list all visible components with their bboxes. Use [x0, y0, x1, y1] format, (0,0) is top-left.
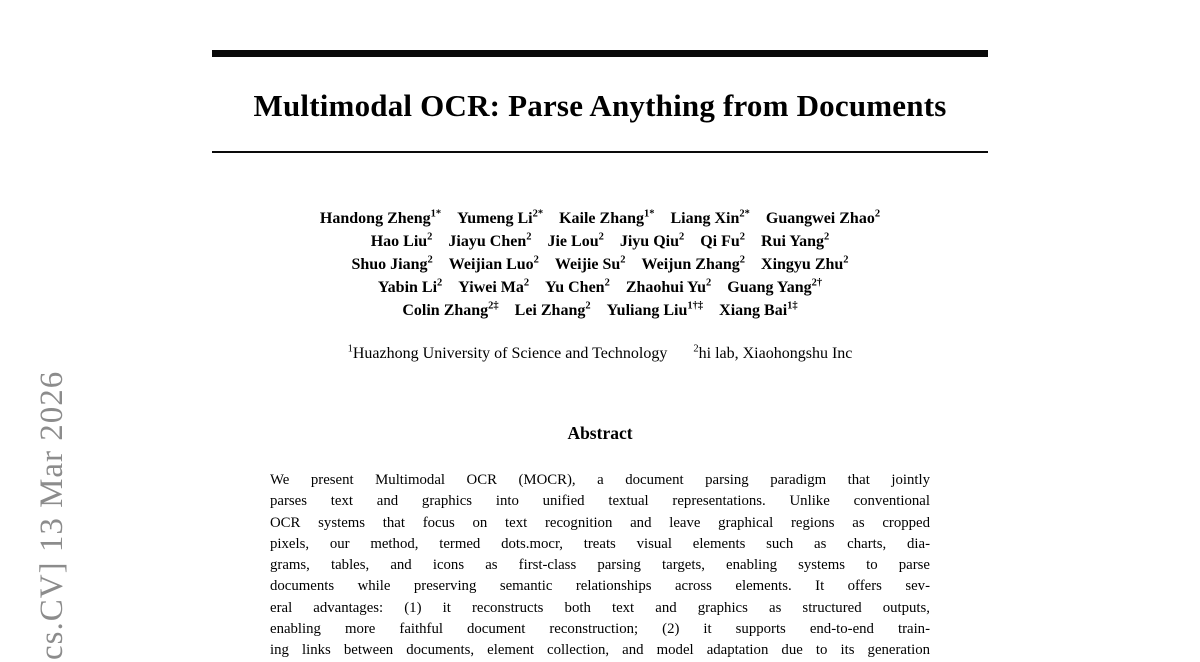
author-superscript: 2 — [598, 231, 604, 243]
author-block — [150, 207, 1050, 322]
abstract-heading: Abstract — [567, 423, 633, 443]
author-superscript: 2 — [874, 208, 881, 220]
author-name: Yiwei Ma$^2$ — [458, 277, 530, 296]
author-name: Handong Zheng$^{1*}$ — [319, 208, 442, 227]
author-superscript: 2 — [585, 300, 591, 312]
author-name: Yuliang Liu$^{1\dagger\ddagger}$ — [606, 300, 704, 319]
author-superscript: 1†‡ — [687, 300, 704, 312]
author-superscript: 2 — [739, 254, 746, 266]
author-superscript: 2* — [532, 208, 544, 220]
author-row — [150, 276, 1050, 299]
author-superscript: 2 — [843, 254, 849, 266]
author-name: Hao Liu$^2$ — [370, 231, 433, 250]
abstract-line: pixels, our method, termed dots.mocr, treats visual elements such as charts, dia- — [270, 535, 930, 552]
author-superscript: 1* — [643, 208, 655, 220]
author-row — [150, 253, 1050, 276]
author-superscript: 2 — [427, 254, 433, 266]
title-rule-bottom — [212, 151, 988, 153]
affiliation-superscript: 2 — [693, 343, 699, 355]
author-name: Shuo Jiang$^2$ — [351, 254, 433, 273]
author-row — [150, 207, 1050, 230]
author-name: Weijie Su$^2$ — [554, 254, 626, 273]
abstract-line: We present Multimodal OCR (MOCR), a document parsing paradigm that jointly — [270, 472, 930, 488]
author-name: Jiayu Chen$^2$ — [448, 231, 532, 250]
author-superscript: 2 — [824, 231, 830, 243]
author-name: Guang Yang$^{2\dagger}$ — [727, 277, 823, 296]
author-name: Guangwei Zhao$^2$ — [765, 208, 881, 227]
author-superscript: 2 — [427, 231, 433, 243]
author-name: Liang Xin$^{2*}$ — [670, 208, 750, 227]
author-name: Qi Fu$^2$ — [700, 231, 746, 250]
author-superscript: 2 — [437, 277, 443, 289]
author-name: Xingyu Zhu$^2$ — [761, 254, 849, 273]
author-name: Yabin Li$^2$ — [377, 277, 443, 296]
abstract-line: parses text and graphics into unified textual representations. Unlike conventional — [270, 493, 930, 510]
author-name: Rui Yang$^2$ — [761, 231, 830, 250]
affiliation-superscript: 1 — [347, 343, 353, 355]
author-superscript: 2† — [811, 277, 823, 289]
abstract-line: grams, tables, and icons as first-class parsing targets, enabling systems to parse — [270, 557, 930, 574]
author-superscript: 1‡ — [787, 300, 798, 312]
author-superscript: 2 — [620, 254, 626, 266]
author-name: Jie Lou$^2$ — [547, 231, 604, 250]
affiliations — [150, 345, 1050, 363]
author-superscript: 2 — [678, 231, 685, 243]
abstract-line: eral advantages: (1) it reconstructs both text and graphics as structured outputs, — [270, 599, 930, 616]
author-name: Yu Chen$^2$ — [545, 277, 610, 296]
title-rule-top — [212, 50, 988, 57]
abstract-line: enabling more faithful document reconstruction; (2) it supports end-to-end train- — [270, 621, 930, 638]
affiliation: $^1$Huazhong University of Science and Technology — [347, 343, 668, 362]
author-name: Jiyu Qiu$^2$ — [619, 231, 685, 250]
author-name: Kaile Zhang$^{1*}$ — [559, 208, 655, 227]
author-name: Lei Zhang$^2$ — [514, 300, 591, 319]
author-superscript: 2 — [533, 254, 539, 266]
abstract-line: documents while preserving semantic relationships across elements. It offers sev- — [270, 578, 930, 595]
author-superscript: 2 — [706, 277, 712, 289]
author-superscript: 2* — [739, 208, 750, 220]
author-row — [150, 299, 1050, 322]
author-row — [150, 230, 1050, 253]
author-superscript: 2 — [604, 277, 610, 289]
author-name: Colin Zhang$^{2\ddagger}$ — [402, 300, 499, 319]
author-superscript: 2‡ — [488, 300, 499, 312]
author-name: Xiang Bai$^{1\ddagger}$ — [719, 300, 798, 319]
paper-title: Multimodal OCR: Parse Anything from Documents — [253, 88, 947, 123]
abstract-line: ing links between documents, element collection, and model adaptation due to its generation — [270, 642, 930, 659]
abstract-text — [270, 470, 930, 662]
author-name: Weijian Luo$^2$ — [448, 254, 539, 273]
author-name: Weijun Zhang$^2$ — [641, 254, 746, 273]
author-name: Yumeng $Li^{2*}$ — [457, 208, 544, 227]
affiliation: $^2$hi lab, Xiaohongshu Inc — [693, 343, 853, 362]
author-superscript: 2 — [523, 277, 530, 289]
author-superscript: 2 — [526, 231, 532, 243]
author-superscript: 1* — [430, 208, 442, 220]
arxiv-watermark: cs.CV] 13 Mar 2026 — [34, 370, 70, 660]
author-name: Zhaohui Yu$^2$ — [625, 277, 712, 296]
author-superscript: 2 — [739, 231, 746, 243]
abstract-line: OCR systems that focus on text recognition and leave graphical regions as cropped — [270, 514, 930, 531]
